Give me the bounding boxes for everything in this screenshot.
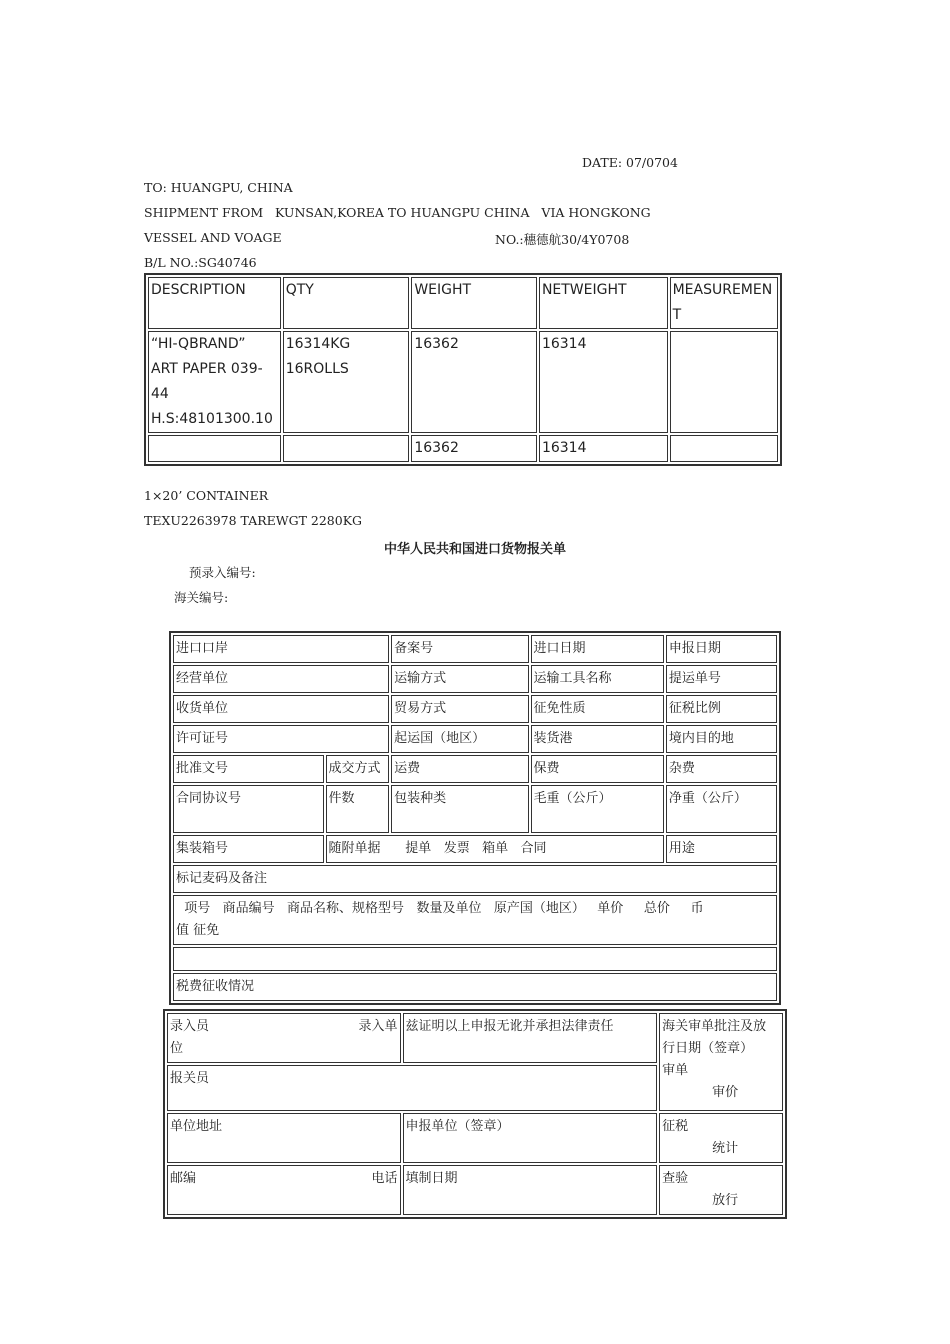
table-row bbox=[173, 785, 777, 833]
cell-description bbox=[148, 331, 281, 433]
container-number-line: TEXU2263978 TAREWGT 2280KG bbox=[144, 513, 363, 528]
field-entry-clerk bbox=[167, 1013, 401, 1063]
field-attached-docs: 随附单据 提单 发票 箱单 合同 bbox=[326, 835, 664, 863]
field-pieces: 件数 bbox=[326, 785, 390, 833]
field-approval bbox=[659, 1013, 783, 1111]
table-row bbox=[173, 695, 777, 723]
field-net-weight: 净重（公斤） bbox=[666, 785, 777, 833]
field-transport-name: 运输工具名称 bbox=[531, 665, 664, 693]
field-fill-date: 填制日期 bbox=[403, 1165, 658, 1215]
col-description: DESCRIPTION bbox=[148, 277, 281, 329]
cell-empty bbox=[670, 435, 778, 462]
cargo-table bbox=[144, 273, 782, 466]
description-line: 44 bbox=[151, 386, 169, 402]
item-columns-line: 项号 商品编号 商品名称、规格型号 数量及单位 原产国（地区） 单价 总价 币 bbox=[176, 901, 704, 916]
release-label: 放行 bbox=[712, 1193, 739, 1208]
cell-qty bbox=[283, 331, 410, 433]
field-unit-address: 单位地址 bbox=[167, 1113, 401, 1163]
vessel-line: VESSEL AND VOAGE bbox=[144, 230, 282, 245]
field-consignee: 收货单位 bbox=[173, 695, 389, 723]
table-row bbox=[167, 1165, 783, 1215]
col-weight: WEIGHT bbox=[411, 277, 537, 329]
statistics-label: 统计 bbox=[712, 1141, 739, 1156]
field-trade-mode: 贸易方式 bbox=[391, 695, 528, 723]
description-line: ART PAPER 039- bbox=[151, 361, 263, 377]
field-freight: 运费 bbox=[391, 755, 528, 783]
table-row bbox=[173, 865, 777, 893]
bl-number: B/L NO.:SG40746 bbox=[144, 255, 257, 270]
table-row bbox=[173, 947, 777, 971]
field-declaring-unit: 申报单位（签章） bbox=[403, 1113, 658, 1163]
field-transport-mode: 运输方式 bbox=[391, 665, 528, 693]
cell-measurement bbox=[670, 331, 778, 433]
table-row bbox=[173, 725, 777, 753]
field-business-unit: 经营单位 bbox=[173, 665, 389, 693]
entry-unit-label: 录入单 bbox=[358, 1019, 398, 1034]
field-item-columns bbox=[173, 895, 777, 945]
cell-empty bbox=[283, 435, 410, 462]
field-declarant: 报关员 bbox=[167, 1065, 657, 1111]
price-review-label: 审价 bbox=[712, 1085, 739, 1100]
field-contract-no: 合同协议号 bbox=[173, 785, 324, 833]
table-row bbox=[173, 665, 777, 693]
description-line: “HI-QBRAND” bbox=[151, 336, 246, 352]
col-netweight: NETWEIGHT bbox=[539, 277, 668, 329]
table-row bbox=[173, 755, 777, 783]
declaration-table bbox=[169, 631, 781, 1005]
field-insurance: 保费 bbox=[531, 755, 664, 783]
col-qty: QTY bbox=[283, 277, 410, 329]
cargo-header-row bbox=[148, 277, 778, 329]
inspection-label: 查验 bbox=[662, 1171, 689, 1186]
field-import-port: 进口口岸 bbox=[173, 635, 389, 663]
description-line: H.S:48101300.10 bbox=[151, 411, 273, 427]
cell-empty bbox=[148, 435, 281, 462]
qty-line: 16314KG bbox=[285, 336, 351, 352]
total-weight: 16362 bbox=[411, 435, 537, 462]
table-row bbox=[173, 895, 777, 945]
field-gross-weight: 毛重（公斤） bbox=[531, 785, 664, 833]
field-destination: 境内目的地 bbox=[666, 725, 777, 753]
approval-label-cont: 行日期（签章） bbox=[662, 1041, 754, 1056]
field-declare-date: 申报日期 bbox=[666, 635, 777, 663]
approval-label: 海关审单批注及放 bbox=[662, 1019, 767, 1034]
total-row bbox=[148, 435, 778, 462]
table-row bbox=[167, 1013, 783, 1063]
col-measurement: MEASUREMENT bbox=[670, 277, 778, 329]
postcode-label: 邮编 bbox=[170, 1171, 197, 1186]
table-row bbox=[148, 331, 778, 433]
table-row bbox=[173, 973, 777, 1001]
cell-weight: 16362 bbox=[411, 331, 537, 433]
total-netweight: 16314 bbox=[539, 435, 668, 462]
signature-table bbox=[163, 1009, 787, 1219]
field-license-no: 许可证号 bbox=[173, 725, 389, 753]
field-postcode-phone bbox=[167, 1165, 401, 1215]
item-columns-line: 值 征免 bbox=[176, 923, 220, 938]
field-approval-no: 批准文号 bbox=[173, 755, 324, 783]
field-deal-mode: 成交方式 bbox=[326, 755, 390, 783]
field-tax-status: 税费征收情况 bbox=[173, 973, 777, 1001]
field-origin-country: 起运国（地区） bbox=[391, 725, 528, 753]
entry-clerk-label: 录入员 bbox=[170, 1019, 210, 1034]
phone-label: 电话 bbox=[371, 1171, 398, 1186]
field-taxation bbox=[659, 1113, 783, 1163]
vessel-number: NO.:穗德航30/4Y0708 bbox=[495, 232, 630, 247]
field-import-date: 进口日期 bbox=[531, 635, 664, 663]
field-inspection bbox=[659, 1165, 783, 1215]
to-line: TO: HUANGPU, CHINA bbox=[144, 180, 293, 195]
field-blank bbox=[173, 947, 777, 971]
review-label: 审单 bbox=[662, 1063, 689, 1078]
shipment-line: SHIPMENT FROM KUNSAN,KOREA TO HUANGPU CHINA VIA HONGKONG bbox=[144, 205, 651, 220]
field-usage: 用途 bbox=[666, 835, 777, 863]
field-exemption-nature: 征免性质 bbox=[531, 695, 664, 723]
field-record-no: 备案号 bbox=[391, 635, 528, 663]
table-row bbox=[167, 1113, 783, 1163]
field-marks-remarks: 标记麦码及备注 bbox=[173, 865, 777, 893]
taxation-label: 征税 bbox=[662, 1119, 689, 1134]
container-line: 1×20’ CONTAINER bbox=[144, 488, 269, 503]
table-row bbox=[173, 635, 777, 663]
cell-netweight: 16314 bbox=[539, 331, 668, 433]
field-misc-fee: 杂费 bbox=[666, 755, 777, 783]
qty-line: 16ROLLS bbox=[285, 361, 349, 377]
declaration-title: 中华人民共和国进口货物报关单 bbox=[383, 542, 566, 557]
field-bill-no: 提运单号 bbox=[666, 665, 777, 693]
table-row bbox=[173, 835, 777, 863]
entry-unit-label-cont: 位 bbox=[170, 1041, 184, 1056]
customs-number: 海关编号: bbox=[174, 590, 229, 605]
field-container-no: 集装箱号 bbox=[173, 835, 324, 863]
field-package-type: 包装种类 bbox=[391, 785, 528, 833]
pre-entry-number: 预录入编号: bbox=[189, 565, 256, 580]
field-loading-port: 装货港 bbox=[531, 725, 664, 753]
date-line: DATE: 07/0704 bbox=[582, 155, 678, 170]
field-tax-ratio: 征税比例 bbox=[666, 695, 777, 723]
field-statement: 兹证明以上申报无讹并承担法律责任 bbox=[403, 1013, 658, 1063]
